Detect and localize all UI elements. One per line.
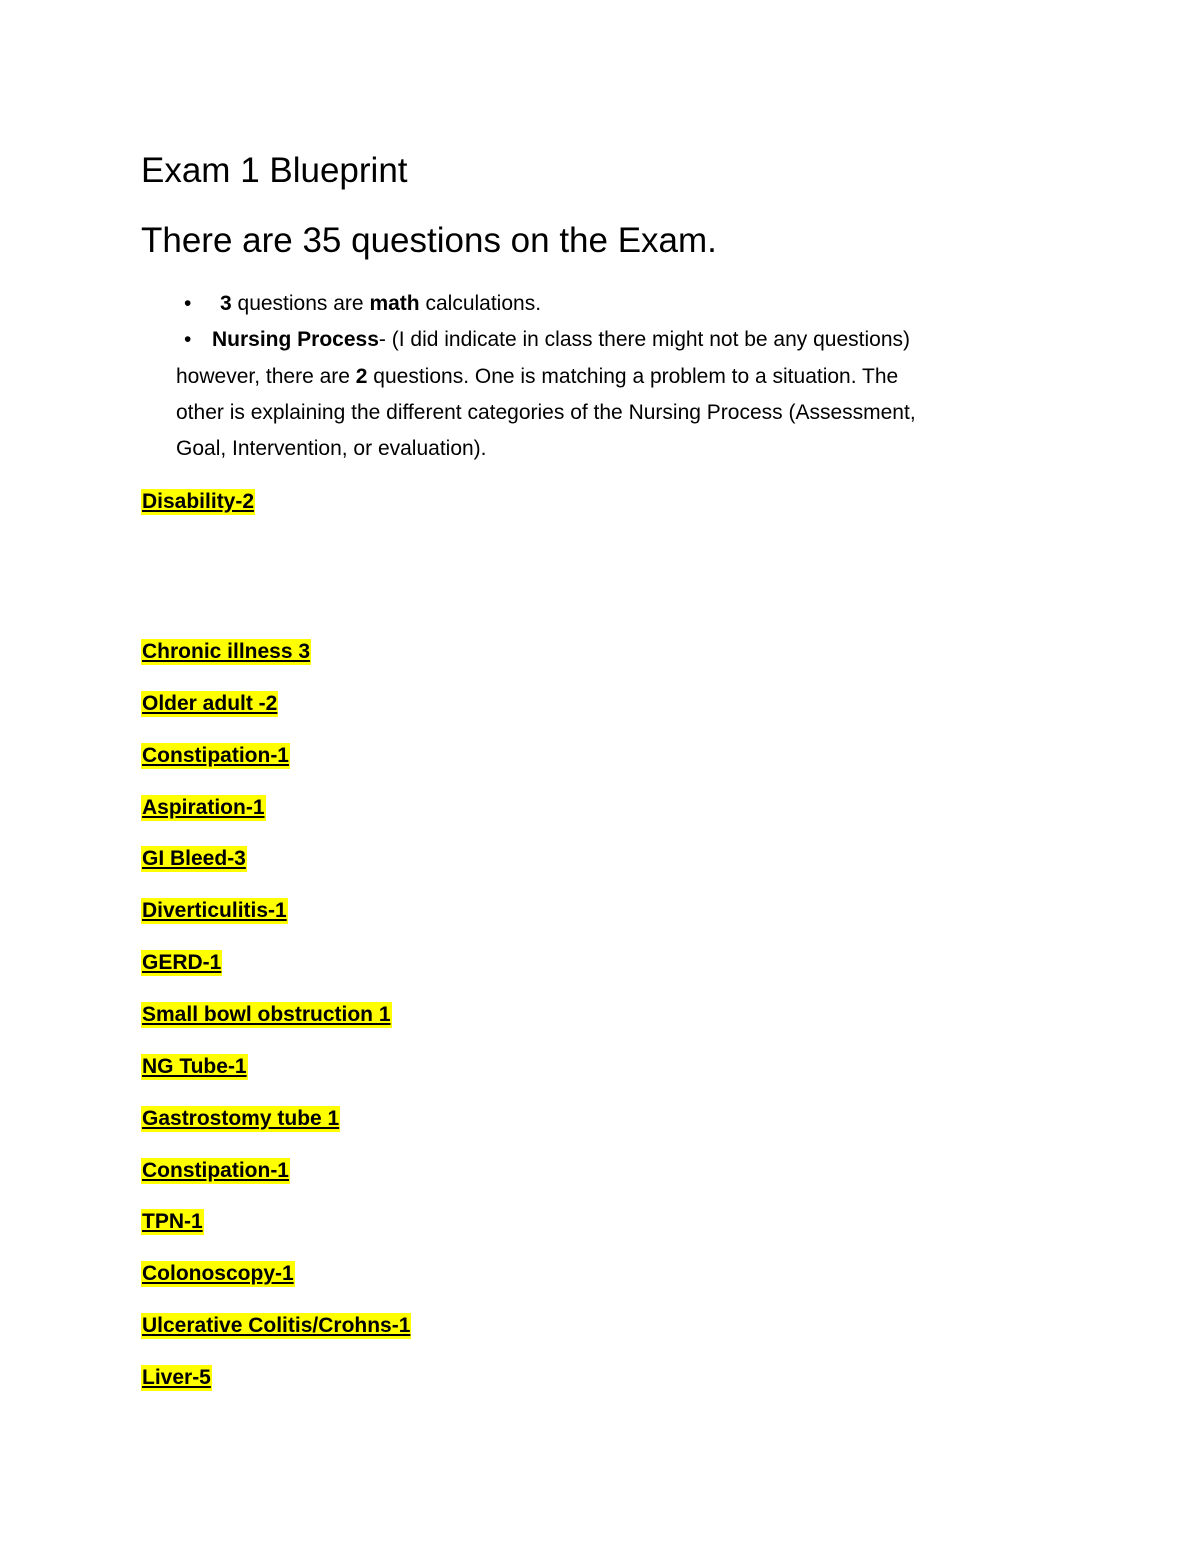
topic-item <box>141 489 255 515</box>
topic-label: Chronic illness 3 <box>142 640 311 663</box>
topic-item <box>141 1002 392 1028</box>
topic-label: Aspiration-1 <box>142 796 265 819</box>
topic-item <box>141 1261 295 1287</box>
topic-label: GERD-1 <box>142 951 222 974</box>
topic-item <box>141 691 278 717</box>
topic-item <box>141 1106 340 1132</box>
bullet-item-math <box>220 290 541 318</box>
page-subtitle: There are 35 questions on the Exam. <box>141 221 717 260</box>
math-label: math <box>369 292 420 315</box>
topic-item <box>141 1313 411 1339</box>
topic-label: Liver-5 <box>142 1366 211 1389</box>
topic-item <box>141 1209 204 1235</box>
bullet-text: calculations. <box>419 292 542 315</box>
topic-label: Older adult -2 <box>142 692 278 715</box>
bullet-icon: • <box>184 292 192 315</box>
topic-item <box>141 743 290 769</box>
topic-label: Constipation-1 <box>142 744 289 767</box>
topic-label: NG Tube-1 <box>142 1055 247 1078</box>
page-title: Exam 1 Blueprint <box>141 151 408 190</box>
topic-item <box>141 1158 290 1184</box>
topic-label: Gastrostomy tube 1 <box>142 1107 340 1130</box>
paragraph-text: however, there are <box>176 365 356 388</box>
topic-item <box>141 795 266 821</box>
topic-label: Diverticulitis-1 <box>142 899 287 922</box>
question-count: 2 <box>355 365 368 388</box>
bullet-item-nursing-process <box>212 326 910 354</box>
bullet-icon: • <box>184 328 192 351</box>
paragraph-line-3: Goal, Intervention, or evaluation). <box>176 437 487 460</box>
topic-item <box>141 898 288 924</box>
topic-label: Constipation-1 <box>142 1159 289 1182</box>
bullet-text: questions are <box>231 292 370 315</box>
topic-label: Colonoscopy-1 <box>142 1262 294 1285</box>
topic-item <box>141 1054 248 1080</box>
topic-item <box>141 950 222 976</box>
topic-item <box>141 639 311 665</box>
nursing-process-label: Nursing Process <box>212 328 379 351</box>
topic-label: TPN-1 <box>142 1210 203 1233</box>
math-count: 3 <box>220 292 232 315</box>
topic-label: GI Bleed-3 <box>142 847 246 870</box>
topic-item <box>141 846 247 872</box>
paragraph-line-2: other is explaining the different categories of the Nursing Process (Assessment, <box>176 401 916 424</box>
bullet-text: - (I did indicate in class there might not be any questions) <box>378 328 911 351</box>
paragraph-line-1 <box>176 363 898 391</box>
paragraph-text: questions. One is matching a problem to a situation. The <box>367 365 899 388</box>
topic-label: Ulcerative Colitis/Crohns-1 <box>142 1314 411 1337</box>
topic-label: Small bowl obstruction 1 <box>142 1003 391 1026</box>
topic-item <box>141 1365 212 1391</box>
topic-label: Disability-2 <box>142 490 255 513</box>
